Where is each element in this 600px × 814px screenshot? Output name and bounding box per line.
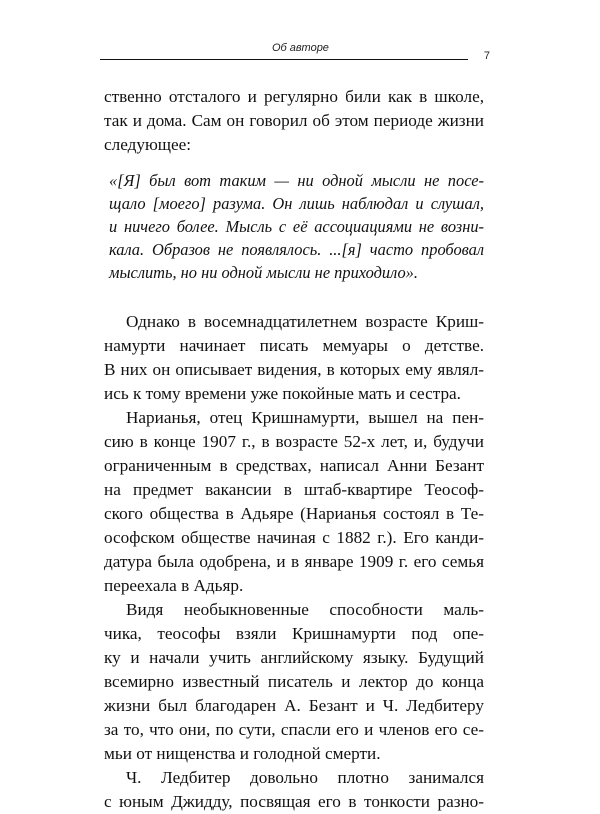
running-title: Об авторе [272,42,329,54]
text-line: сию в конце 1907 г., в возрасте 52-х лет, и, будучи [104,432,484,451]
quote-line: и ничего более. Мысль с её ассоциациями не возни- [109,217,484,236]
text-line: ственно отсталого и регулярно били как в школе, [104,87,484,106]
header-rule [100,59,468,60]
quote-line: кала. Образов не появлялось. ...[я] часто пробовал [109,240,484,259]
quote-line: мыслить, но ни одной мысли не приходило». [109,263,418,282]
text-line: намурти начинает писать мемуары о детстве. [104,336,484,355]
text-line: жизни был благодарен А. Безант и Ч. Ледбитеру [104,696,484,715]
paragraph [104,598,484,766]
text-line: всемирно известный писатель и лектор до конца [104,672,484,691]
body-text [104,85,484,814]
text-line: мьи от нищенства и голодной смерти. [104,744,381,763]
paragraph [104,310,484,406]
text-line: Однако в восемнадцатилетнем возрасте Криш- [126,312,484,331]
page-header [100,40,490,70]
text-line: датура была одобрена, и в январе 1909 г. его семья [104,552,484,571]
quote-line: «[Я] был вот таким — ни одной мысли не посе- [109,171,484,190]
quotation-block [104,169,484,284]
text-line: ограниченным в средствах, написал Анни Безант [104,456,484,475]
text-line: следующее: [104,135,192,154]
text-line: ку и начали учить английскому языку. Будущий [104,648,484,667]
text-line: переехала в Адьяр. [104,576,244,595]
quote-line: щало [моего] разума. Он лишь наблюдал и слушал, [109,194,484,213]
page-number: 7 [483,50,490,62]
paragraph [104,766,484,814]
text-line: Ч. Ледбитер довольно плотно занимался [126,768,484,787]
text-line: ского общества в Адьяре (Нарианья состоял в Те- [104,504,484,523]
paragraph [104,406,484,598]
text-line: Видя необыкновенные способности маль- [126,600,484,619]
text-line: за то, что они, по сути, спасли его и членов его се- [104,720,484,739]
text-line: ософском обществе начиная с 1882 г.). Его канди- [104,528,484,547]
text-line: ись к тому времени уже покойные мать и сестра. [104,384,461,403]
text-line: так и дома. Сам он говорил об этом периоде жизни [104,111,484,130]
text-line: Нарианья, отец Кришнамурти, вышел на пен- [126,408,484,427]
text-line: на предмет вакансии в штаб-квартире Теософ- [104,480,484,499]
text-line: с юным Джидду, посвящая его в тонкости разно- [104,792,484,811]
paragraph-continuation [104,85,484,157]
text-line: В них он описывает видения, в которых ему являл- [104,360,484,379]
text-line: чика, теософы взяли Кришнамурти под опе- [104,624,484,643]
